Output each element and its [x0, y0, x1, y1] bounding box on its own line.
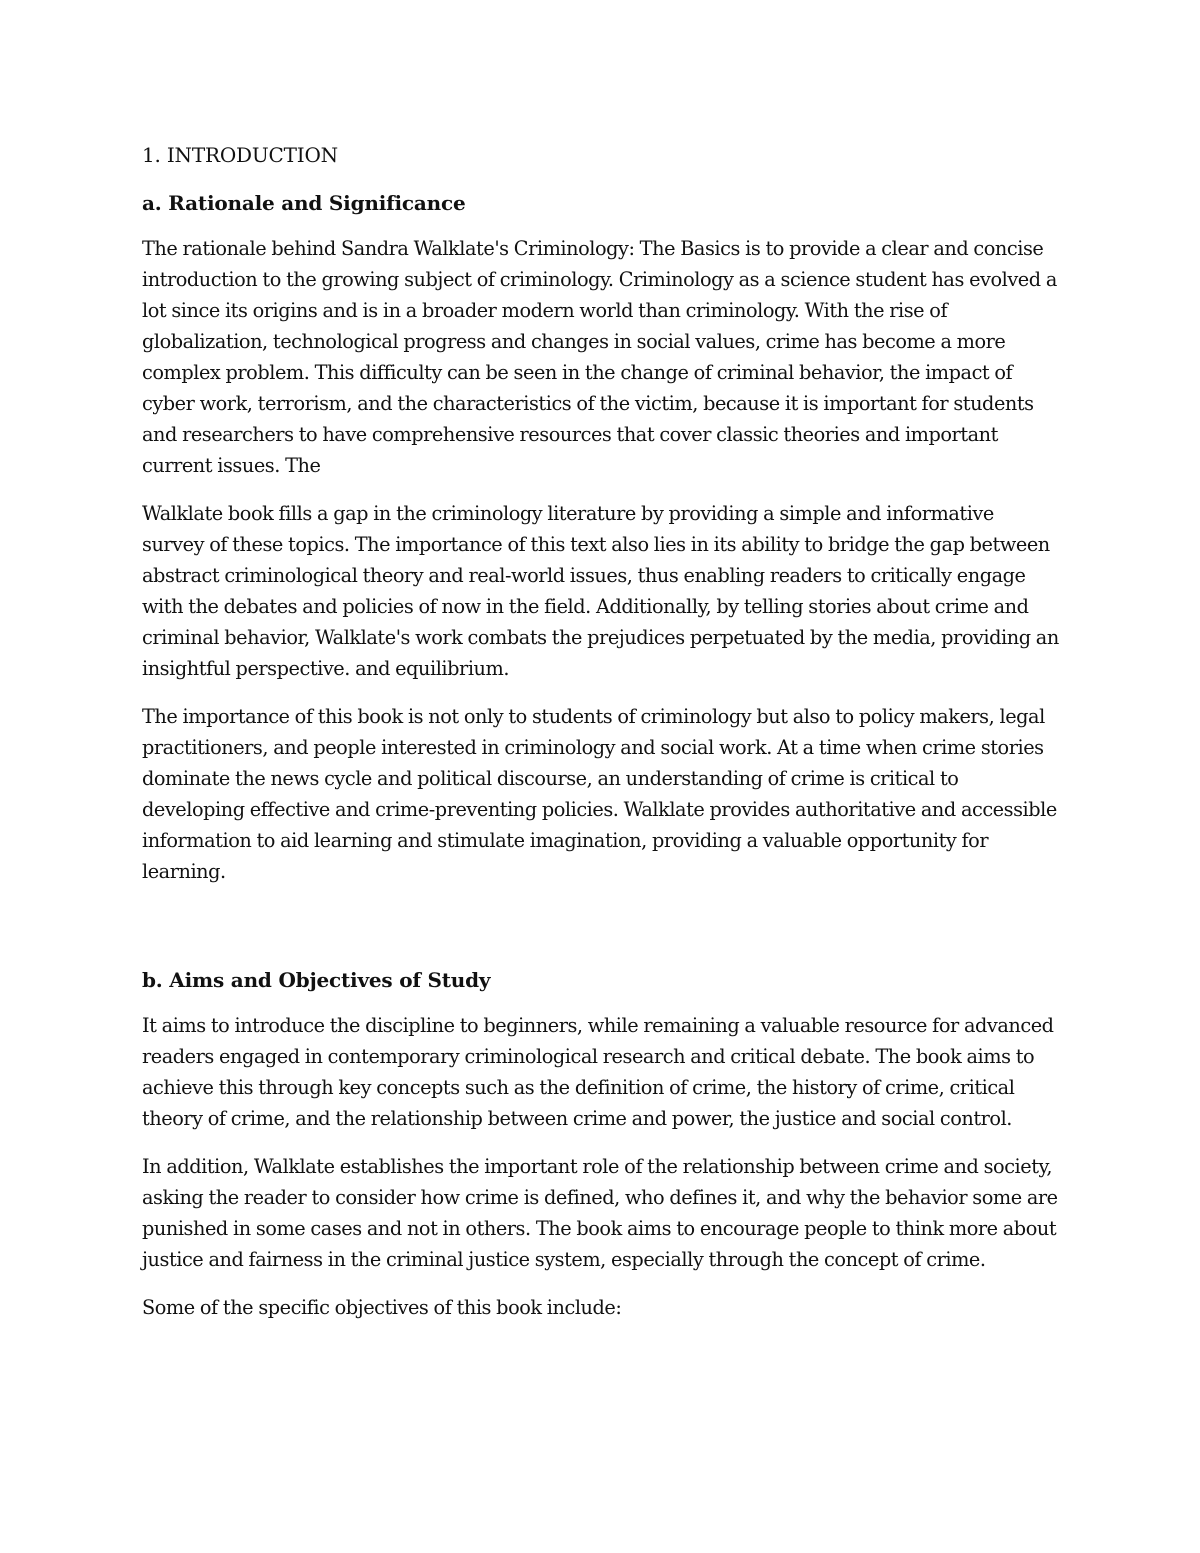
paragraph-rationale-2: Walklate book fills a gap in the criminology literature by providing a simple and informative survey of these topics. The importance of this text also lies in its ability to bridge the gap between abstract criminological theory and real-world issues, thus enabling readers to critically engage with the debates and policies of now in the field. Additionally, by telling stories about crime and criminal behavior, Walklate's work combats the prejudices perpetuated by the media, providing an insightful perspective. and equilibrium.: [142, 502, 1059, 680]
paragraph-aims-3: Some of the specific objectives of this book include:: [142, 1296, 622, 1319]
section-heading-rationale: a. Rationale and Significance: [142, 191, 466, 215]
paragraph-rationale-1: The rationale behind Sandra Walklate's Criminology: The Basics is to provide a clear and concise introduction to the growing subject of criminology. Criminology as a science student has evolved a lot since its origins and is in a broader modern world than criminology. With the rise of globalization, technological progress and changes in social values, crime has become a more complex problem. This difficulty can be seen in the change of criminal behavior, the impact of cyber work, terrorism, and the characteristics of the victim, because it is important for students and researchers to have comprehensive resources that cover classic theories and important current issues. The: [142, 237, 1057, 477]
section-heading-aims: b. Aims and Objectives of Study: [142, 968, 491, 992]
paragraph-aims-1: It aims to introduce the discipline to beginners, while remaining a valuable resource for advanced readers engaged in contemporary criminological research and critical debate. The book aims to achieve this through key concepts such as the definition of crime, the history of crime, critical theory of crime, and the relationship between crime and power, the justice and social control.: [142, 1014, 1054, 1130]
document-title: 1. INTRODUCTION: [142, 143, 338, 167]
paragraph-rationale-3: The importance of this book is not only to students of criminology but also to policy makers, legal practitioners, and people interested in criminology and social work. At a time when crime stories dominate the news cycle and political discourse, an understanding of crime is critical to developing effective and crime-preventing policies. Walklate provides authoritative and accessible information to aid learning and stimulate imagination, providing a valuable opportunity for learning.: [142, 705, 1057, 883]
paragraph-aims-2: In addition, Walklate establishes the important role of the relationship between crime and society, asking the reader to consider how crime is defined, who defines it, and why the behavior some are punished in some cases and not in others. The book aims to encourage people to think more about justice and fairness in the criminal justice system, especially through the concept of crime.: [142, 1155, 1058, 1271]
